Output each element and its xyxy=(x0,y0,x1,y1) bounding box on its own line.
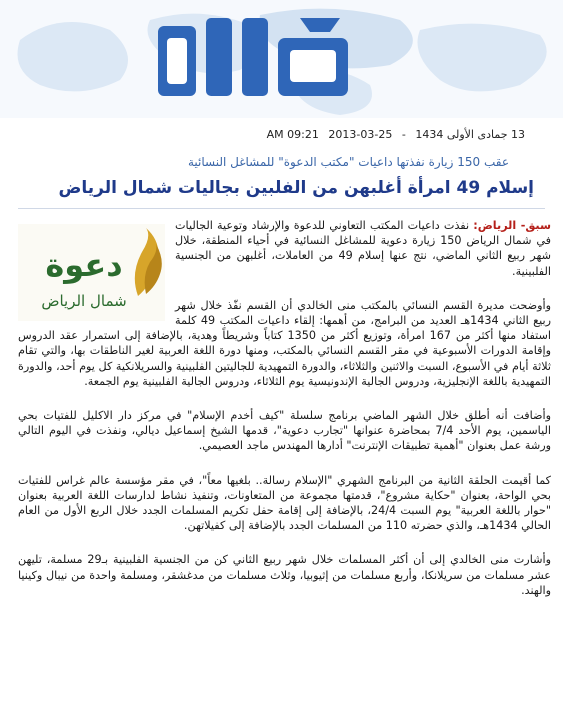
news-source: سبق- الرياض: xyxy=(473,219,551,232)
dawa-office-logo-image xyxy=(18,224,165,321)
article-body xyxy=(18,218,551,617)
paragraph-4: كما أقيمت الحلقة الثانية من البرنامج الشهري "الإسلام رسالة.. بلغيها معاً"، في مقر مؤسسة عالم غراس للفتيات بحي الواحة، بعنوان "حكاية مشروع"، قدمتها مجموعة من المتعاونات، وتنفيذ نشاط لدارسات اللغة العربية بعنوان "حوار باللغة العربية" يوم السبت 24/4، بالإضافة إلى إقامة حفل تكريم المسلمات الجدد خلال الربع الأول من العام الحالي 1434هـ، والذي حضرته 110 من المسلمات الجدد بالإضافة إلى كفيلاتهن. xyxy=(18,473,552,533)
logo-word: دعوة xyxy=(45,246,123,284)
paragraph-1: سبق- الرياض: نفذت داعيات المكتب التعاوني للدعوة والإرشاد وتوعية الجاليات في شمال الرياض 150 زيارة دعوية للمشاغل النسائية في أحياء المنطقة، خلال شهر ربيع الثاني الماضي، نتج عنها إسلام 49 من العاملات، أغلبهن من الجنسية الفلبينية. xyxy=(175,219,552,278)
article-subtitle: عقب 150 زيارة نفذتها داعيات "مكتب الدعوة" للمشاغل النسائية xyxy=(187,155,509,169)
paragraph-3: وأضافت أنه أطلق خلال الشهر الماضي برنامج سلسلة "كيف أخدم الإسلام" في مركز دار الاكليل للفتيات بحي الياسمين، يوم الأحد 7/4 بمحاضرة عنوانها "تجارب دعوية"، قدمها الشيخ إسماعيل ديالي، ونفذت في اليوم التالي ورشة عمل بعنوان "أهمية تطبيقات الإنترنت" أدارها المهندس ماجد العصيمي. xyxy=(18,409,551,453)
hijri-date: 13 جمادى الأولى 1434 xyxy=(415,128,525,141)
logo-caption: شمال الرياض xyxy=(41,292,127,310)
paragraph-2: وأوضحت مديرة القسم النسائي بالمكتب منى الخالدي أن القسم نفّذ خلال شهر ربيع الثاني 1434هـ العديد من البرامج، من أهمها: إلقاء داعيات المكتب 49 كلمة استفاد منها أكثر من 167 امرأة، وتوزيع أكثر من 1350 كتاباً وشريطاً وهدية، بالإضافة إلى استمرار عقد الدروس وإقامة الدورات الأسبوعية في مقر القسم النسائي بالمكتب، ومنها دورة اللغة العربية لغير الناطقات بها، والتي تقام ثلاثة أيام في الأسبوع، السبت والاثنين والثلاثاء، والدورة التمهيدية للجاليتين الفلبينية والسريلانكية كل يوم أحد، والدورة التمهيدية باللغة الإنجليزية، ودروس الجالية الإندونيسية يوم الثلاثاء، ودروس الجالية الفلبينية يوم الجمعة. xyxy=(18,298,552,388)
paragraph-5: وأشارت منى الخالدي إلى أن أكثر المسلمات خلال شهر ربيع الثاني كن من الجنسية الفلبينية بـ29 مسلمة، تليهن عشر مسلمات من سريلانكا، وأربع مسلمات من إثيوبيا، وثلاث مسلمات من مدغشقر، ومسلمة واحدة من نيبال وكينيا والهند. xyxy=(18,553,552,597)
title-divider xyxy=(18,208,545,209)
gregorian-date: 25-03-2013 xyxy=(328,128,393,141)
article-title: إسلام 49 امرأة أغلبهن من الفلبين بجاليات شمال الرياض xyxy=(58,178,534,198)
article-dateline: 13 جمادى الأولى 1434 - 25-03-2013 AM 09:21 xyxy=(266,128,525,141)
sabq-logo xyxy=(150,8,360,108)
publish-time: AM 09:21 xyxy=(266,128,319,141)
site-header xyxy=(0,0,563,118)
